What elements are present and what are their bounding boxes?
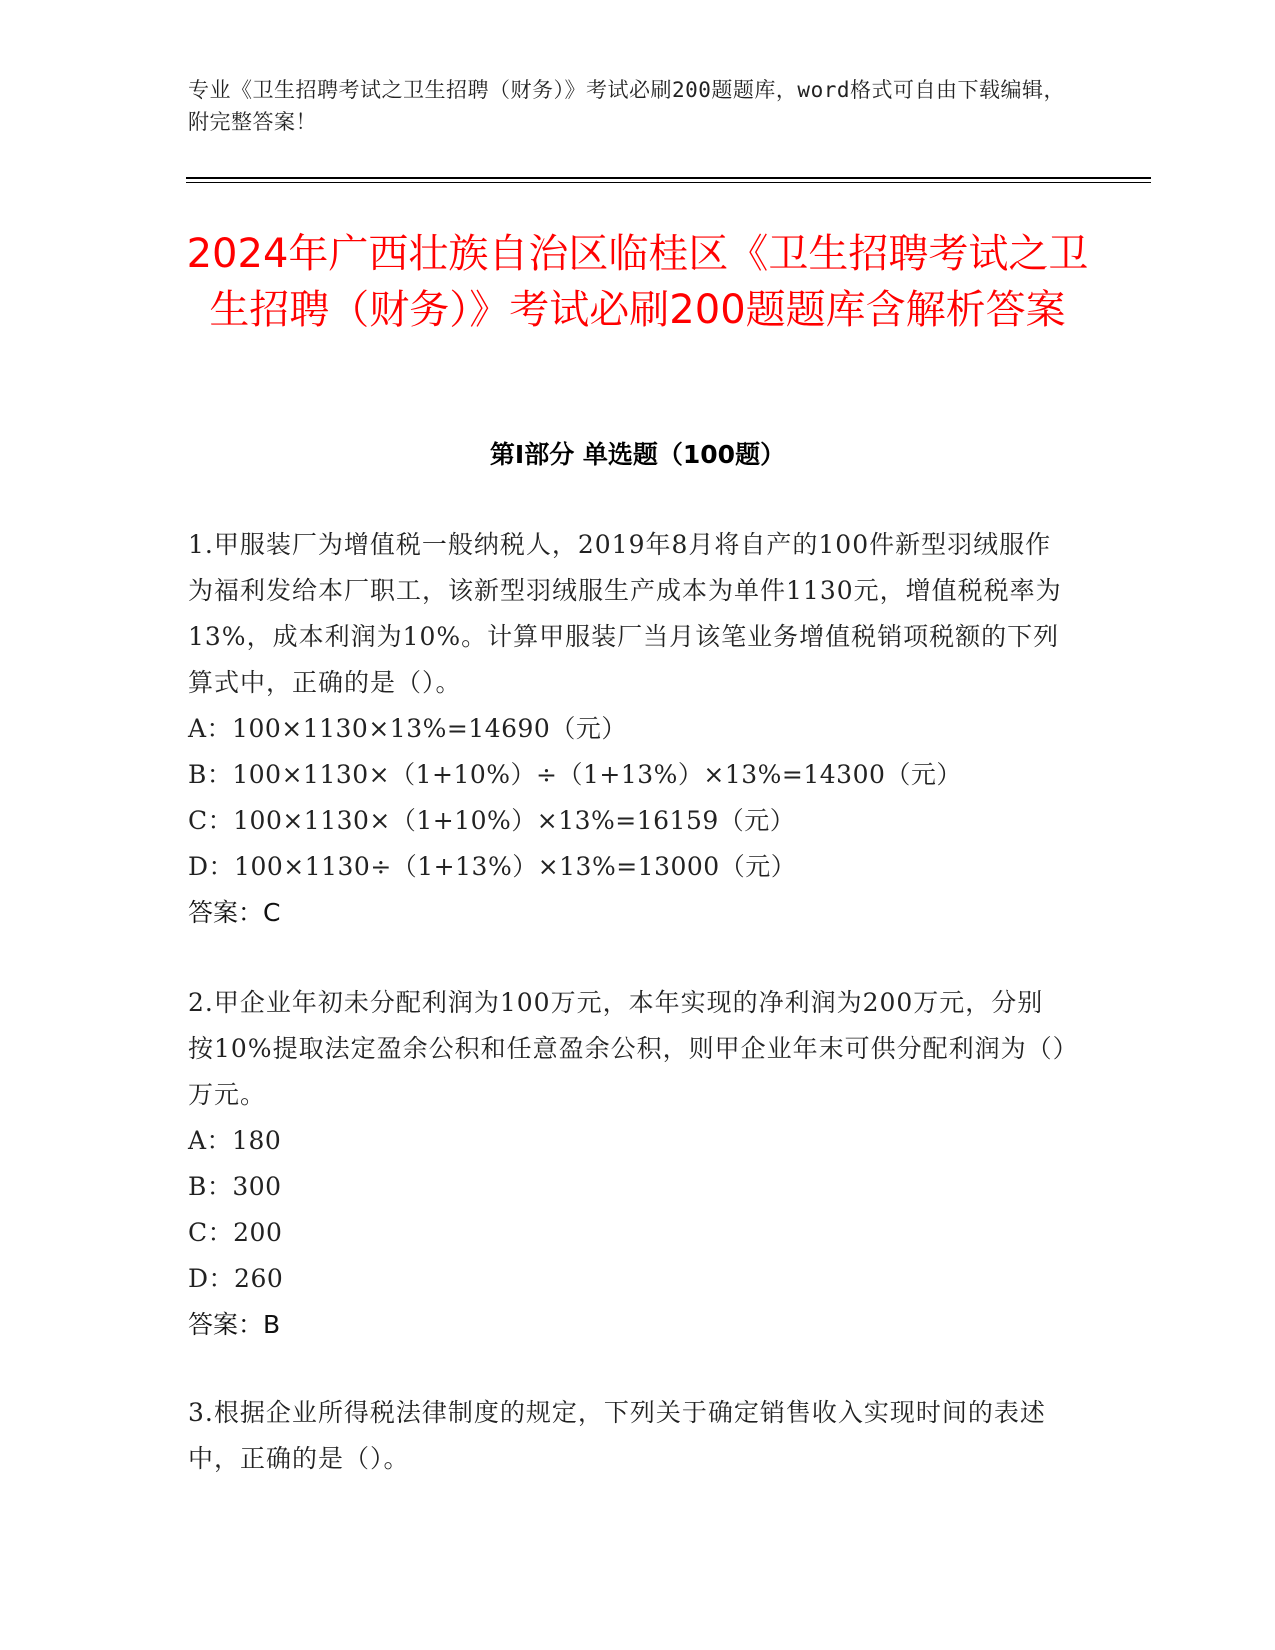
option-a: A：180 bbox=[188, 1126, 282, 1155]
document-header-note: 专业《卫生招聘考试之卫生招聘（财务）》考试必刷200题题库，word格式可自由下载编辑，附完整答案！ bbox=[188, 78, 1065, 134]
document-title: 2024年广西壮族自治区临桂区《卫生招聘考试之卫生招聘（财务）》考试必刷200题题库含解析答案 bbox=[186, 231, 1089, 333]
option-c: C：200 bbox=[188, 1218, 283, 1247]
option-d: D：260 bbox=[188, 1264, 284, 1293]
header-divider-thin bbox=[186, 182, 1151, 183]
section-heading: 第I部分 单选题（100题） bbox=[489, 440, 786, 469]
question-1 bbox=[188, 522, 1068, 936]
option-b: B：300 bbox=[188, 1172, 282, 1201]
question-stem: 2.甲企业年初未分配利润为100万元，本年实现的净利润为200万元，分别按10%提取法定盈余公积和任意盈余公积，则甲企业年末可供分配利润为（）万元。 bbox=[188, 988, 1067, 1109]
question-stem: 1.甲服装厂为增值税一般纳税人，2019年8月将自产的100件新型羽绒服作为福利发给本厂职工，该新型羽绒服生产成本为单件1130元，增值税税率为13%，成本利润为10%。计算甲服装厂当月该笔业务增值税销项税额的下列算式中，正确的是（）。 bbox=[188, 530, 1062, 697]
question-3 bbox=[188, 1390, 1068, 1482]
option-c: C：100×1130×（1+10%）×13%=16159（元） bbox=[188, 806, 796, 835]
option-b: B：100×1130×（1+10%）÷（1+13%）×13%=14300（元） bbox=[188, 760, 962, 789]
header-divider-thick bbox=[186, 177, 1151, 179]
option-d: D：100×1130÷（1+13%）×13%=13000（元） bbox=[188, 852, 797, 881]
question-stem: 3.根据企业所得税法律制度的规定，下列关于确定销售收入实现时间的表述中，正确的是（）。 bbox=[188, 1398, 1046, 1473]
answer-line: 答案：B bbox=[188, 1310, 281, 1339]
answer-line: 答案：C bbox=[188, 898, 281, 927]
question-2 bbox=[188, 980, 1068, 1348]
option-a: A：100×1130×13%=14690（元） bbox=[188, 714, 627, 743]
